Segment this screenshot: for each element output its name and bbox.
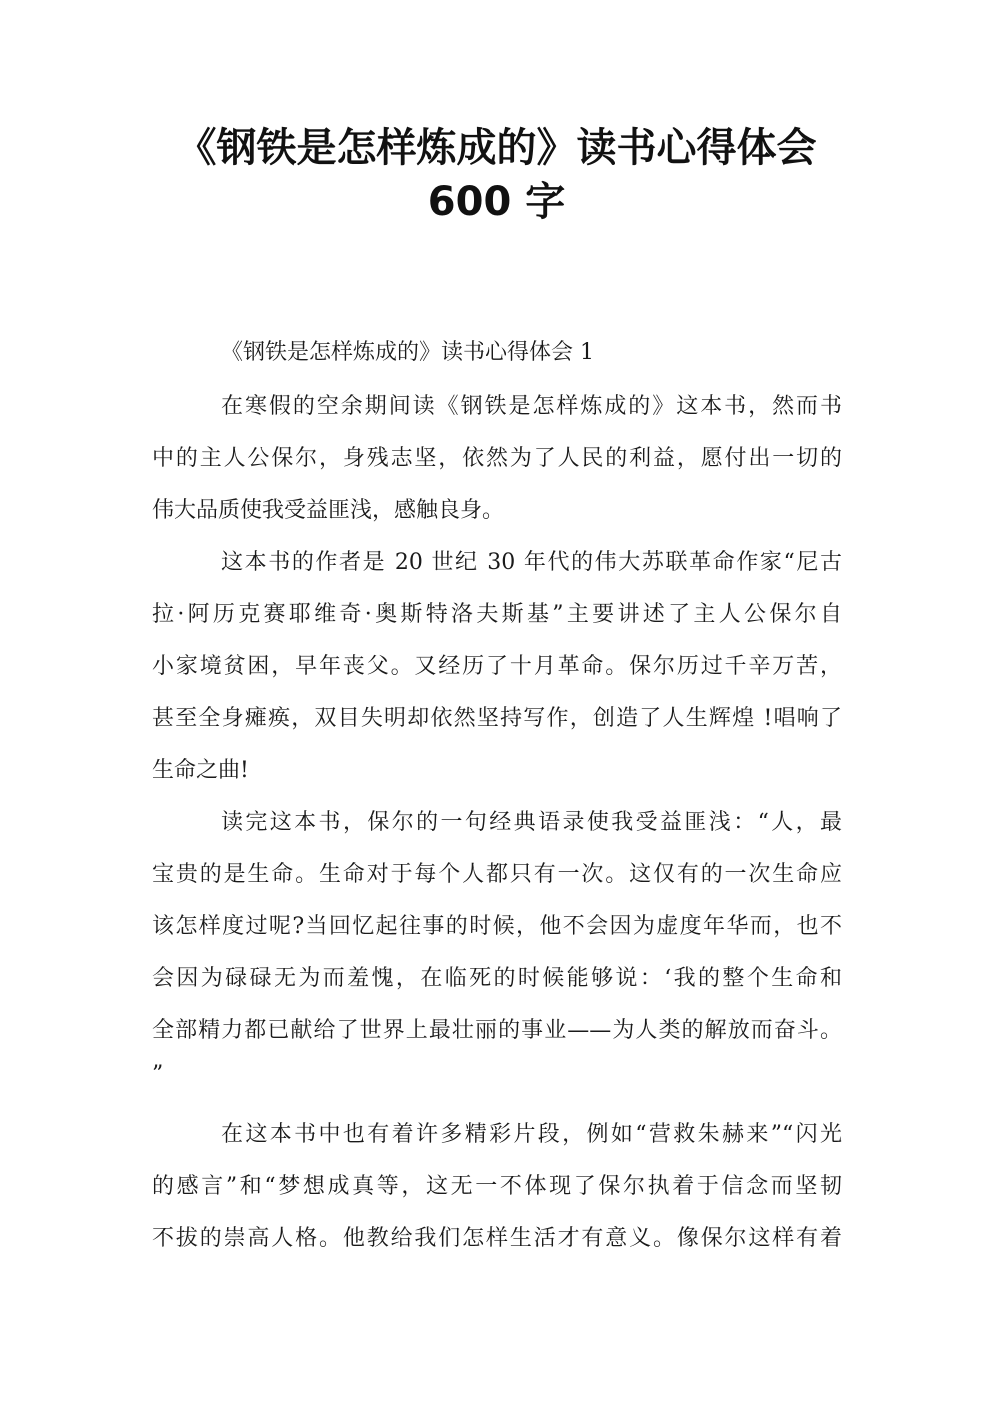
paragraph-4-line-2: 的感言”和“梦想成真等，这无一不体现了保尔执着于信念而坚韧 (152, 1174, 842, 1199)
document-title-line-2: 600 字 (427, 179, 566, 225)
paragraph-2-line-2: 拉·阿历克赛耶维奇·奥斯特洛夫斯基”主要讲述了主人公保尔自 (152, 602, 842, 627)
paragraph-3-line-5: 全部精力都已献给了世界上最壮丽的事业——为人类的解放而奋斗。 (152, 1018, 842, 1043)
section-heading: 《钢铁是怎样炼成的》读书心得体会 1 (221, 340, 594, 365)
paragraph-3-line-2: 宝贵的是生命。生命对于每个人都只有一次。这仅有的一次生命应 (152, 862, 842, 887)
paragraph-2-line-3: 小家境贫困，早年丧父。又经历了十月革命。保尔历过千辛万苦， (152, 654, 842, 679)
paragraph-3-line-6: ” (152, 1062, 164, 1087)
paragraph-2-line-5: 生命之曲! (152, 758, 249, 783)
document-title-line-1: 《钢铁是怎样炼成的》读书心得体会 (176, 125, 817, 171)
paragraph-1-line-1: 在寒假的空余期间读《钢铁是怎样炼成的》这本书，然而书 (221, 394, 842, 419)
paragraph-2-line-1: 这本书的作者是 20 世纪 30 年代的伟大苏联革命作家“尼古 (221, 550, 842, 575)
paragraph-3-line-3: 该怎样度过呢?当回忆起往事的时候，他不会因为虚度年华而，也不 (152, 914, 842, 939)
paragraph-3-line-4: 会因为碌碌无为而羞愧，在临死的时候能够说：‘我的整个生命和 (152, 966, 842, 991)
paragraph-4-line-3: 不拔的崇高人格。他教给我们怎样生活才有意义。像保尔这样有着 (152, 1226, 842, 1251)
paragraph-1-line-2: 中的主人公保尔，身残志坚，依然为了人民的利益，愿付出一切的 (152, 446, 842, 471)
paragraph-4-line-1: 在这本书中也有着许多精彩片段，例如“营救朱赫来”“闪光 (221, 1122, 842, 1147)
paragraph-2-line-4: 甚至全身瘫痪，双目失明却依然坚持写作，创造了人生辉煌 !唱响了 (152, 706, 842, 731)
paragraph-3-line-1: 读完这本书，保尔的一句经典语录使我受益匪浅：“人，最 (221, 810, 842, 835)
paragraph-1-line-3: 伟大品质使我受益匪浅，感触良身。 (152, 498, 505, 523)
